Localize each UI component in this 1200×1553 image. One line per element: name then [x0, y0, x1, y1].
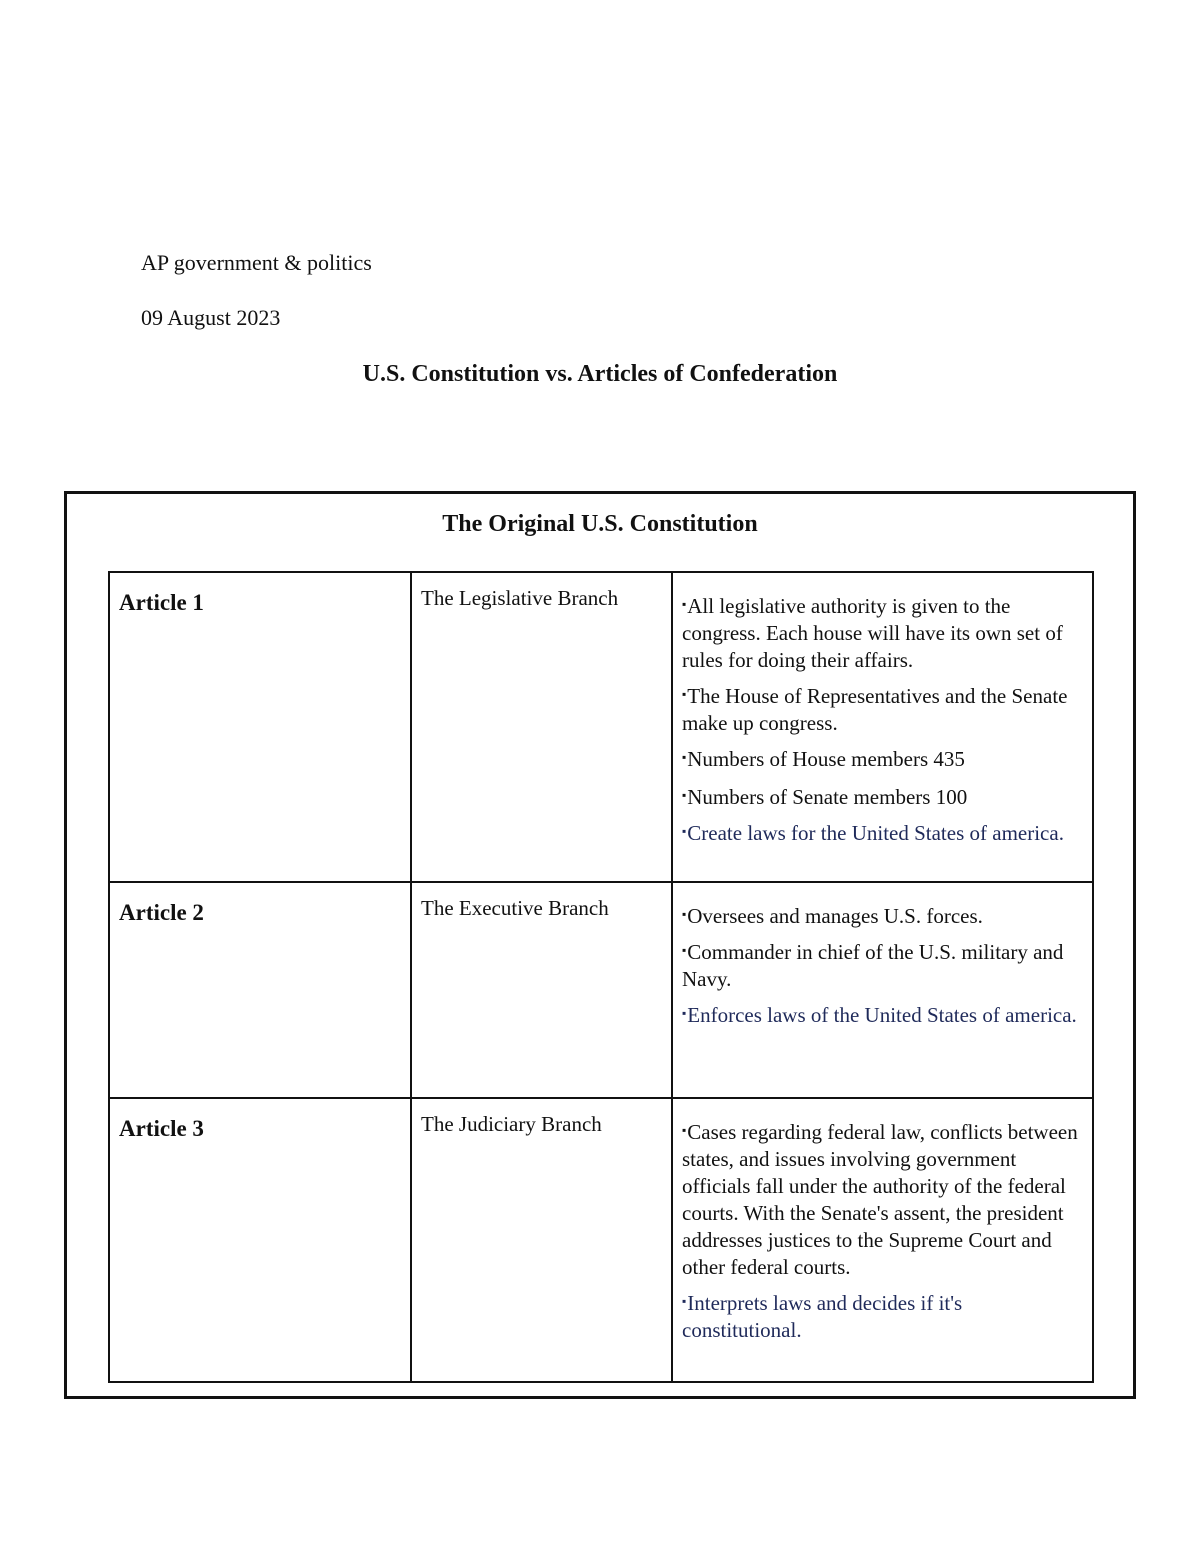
article-cell [109, 572, 411, 882]
list-item [682, 1000, 1082, 1029]
article-name: Article 2 [119, 900, 204, 925]
points-list [673, 883, 1092, 1029]
bullet-icon: ▪ [682, 1294, 687, 1308]
list-item [682, 744, 1082, 773]
branch-cell [411, 1098, 672, 1382]
bullet-icon: ▪ [682, 750, 687, 764]
list-item [682, 782, 1082, 811]
article-cell [109, 882, 411, 1098]
section-title: The Original U.S. Constitution [442, 511, 758, 537]
bullet-icon: ▪ [682, 943, 687, 957]
point-text: Numbers of House members 435 [687, 747, 965, 771]
list-item [682, 591, 1082, 674]
point-text: Commander in chief of the U.S. military and Navy. [682, 940, 1064, 991]
list-item [682, 937, 1082, 993]
list-item [682, 681, 1082, 737]
branch-name: The Legislative Branch [421, 586, 619, 610]
point-text: Create laws for the United States of america. [687, 821, 1064, 845]
bullet-icon: ▪ [682, 1006, 687, 1020]
branch-name: The Judiciary Branch [421, 1112, 602, 1136]
article-cell [109, 1098, 411, 1382]
point-text: Cases regarding federal law, conflicts between states, and issues involving government officials fall under the authority of the federal courts. With the Senate's assent, the president addresses justices to the Supreme Court and other federal courts. [682, 1120, 1078, 1279]
articles-table [108, 571, 1094, 1383]
points-cell [672, 1098, 1093, 1382]
points-list [673, 573, 1092, 847]
branch-cell [411, 882, 672, 1098]
table-row [109, 882, 1093, 1098]
bullet-icon: ▪ [682, 907, 687, 921]
bullet-icon: ▪ [682, 687, 687, 701]
point-text: All legislative authority is given to the congress. Each house will have its own set of rules for doing their affairs. [682, 594, 1063, 672]
table-row [109, 572, 1093, 882]
point-text: Enforces laws of the United States of america. [687, 1003, 1077, 1027]
points-list [673, 1099, 1092, 1344]
article-name: Article 3 [119, 1116, 204, 1141]
point-text: Oversees and manages U.S. forces. [687, 904, 983, 928]
article-name: Article 1 [119, 590, 204, 615]
point-text: Interprets laws and decides if it's constitutional. [682, 1291, 963, 1342]
date-line: 09 August 2023 [141, 305, 281, 330]
table-row [109, 1098, 1093, 1382]
bullet-icon: ▪ [682, 788, 687, 802]
branch-cell [411, 572, 672, 882]
list-item [682, 1288, 1082, 1344]
constitution-section-box [64, 491, 1136, 1399]
bullet-icon: ▪ [682, 1123, 687, 1137]
bullet-icon: ▪ [682, 597, 687, 611]
list-item [682, 901, 1082, 930]
bullet-icon: ▪ [682, 824, 687, 838]
point-text: Numbers of Senate members 100 [687, 785, 968, 809]
document-title: U.S. Constitution vs. Articles of Confederation [362, 361, 838, 387]
branch-name: The Executive Branch [421, 896, 609, 920]
list-item [682, 818, 1082, 847]
points-cell [672, 572, 1093, 882]
subject-line: AP government & politics [141, 250, 372, 275]
point-text: The House of Representatives and the Senate make up congress. [682, 684, 1068, 735]
points-cell [672, 882, 1093, 1098]
list-item [682, 1117, 1082, 1281]
